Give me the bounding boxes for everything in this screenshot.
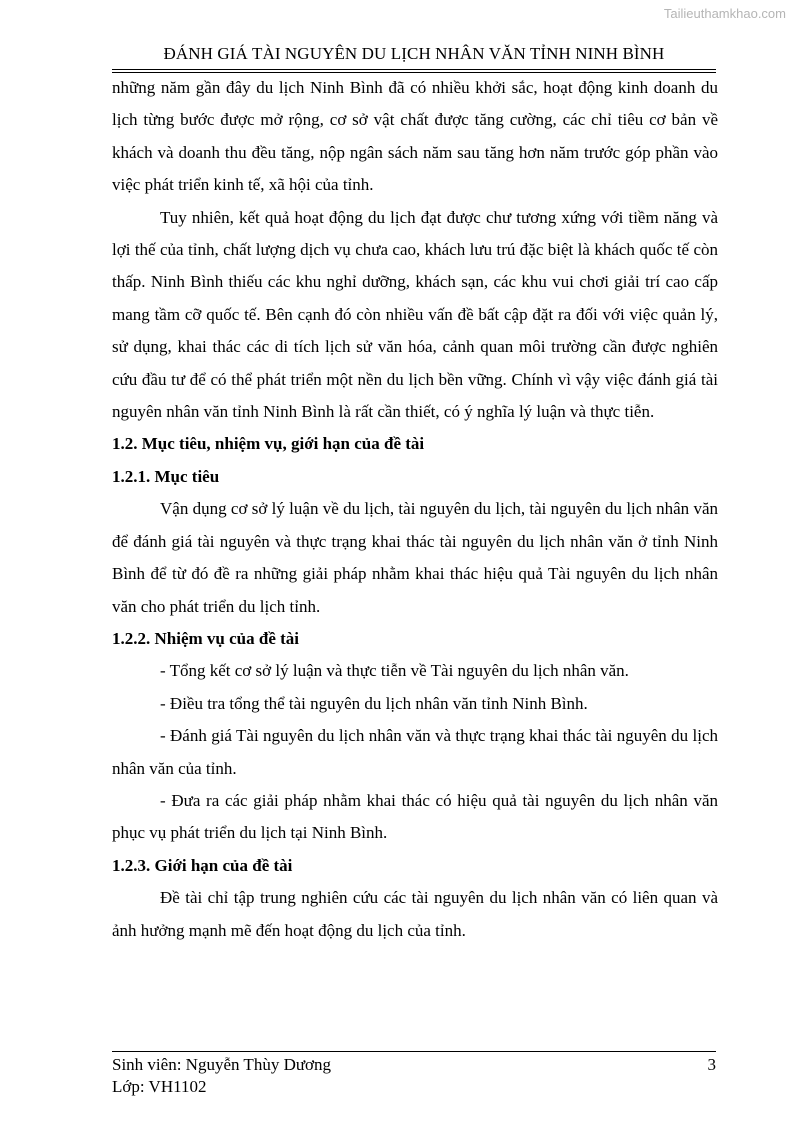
paragraph-objectives: Vận dụng cơ sở lý luận về du lịch, tài nguyên du lịch, tài nguyên du lịch nhân văn để đánh giá tài nguyên và thực trạng khai thác tài nguyên du lịch nhân văn ở tỉnh Ninh Bình để từ đó đề ra những giải pháp nhằm khai thác hiệu quả Tài nguyên du lịch nhân văn cho phát triển du lịch tỉnh.: [112, 499, 718, 616]
footer-class: Lớp: VH1102: [112, 1077, 207, 1096]
footer-divider: [112, 1051, 716, 1052]
paragraph-scope: Đề tài chỉ tập trung nghiên cứu các tài nguyên du lịch nhân văn có liên quan và ảnh hưởng mạnh mẽ đến hoạt động du lịch của tỉnh.: [112, 888, 718, 940]
paragraph-intro-continuation: những năm gần đây du lịch Ninh Bình đã có nhiều khởi sắc, hoạt động kinh doanh du lịch từng bước được mở rộng, cơ sở vật chất được tăng cường, các chỉ tiêu cơ bản về khách và doanh thu đều tăng, nộp ngân sách năm sau tăng hơn năm trước góp phần vào việc phát triển kinh tế, xã hội của tỉnh.: [112, 78, 718, 195]
task-item-4: - Đưa ra các giải pháp nhằm khai thác có hiệu quả tài nguyên du lịch nhân văn phục vụ phát triển du lịch tại Ninh Bình.: [112, 790, 718, 843]
task-item-3: - Đánh giá Tài nguyên du lịch nhân văn và thực trạng khai thác tài nguyên du lịch nhân văn của tỉnh.: [112, 726, 718, 778]
page-number: 3: [707, 1055, 716, 1074]
watermark-text: Tailieuthamkhao.com: [663, 6, 786, 21]
section-heading-1-2: 1.2. Mục tiêu, nhiệm vụ, giới hạn của đề tài: [112, 434, 425, 454]
task-item-2: - Điều tra tổng thể tài nguyên du lịch nhân văn tỉnh Ninh Bình.: [160, 693, 588, 713]
section-heading-1-2-2: 1.2.2. Nhiệm vụ của đề tài: [112, 628, 299, 648]
section-heading-1-2-1: 1.2.1. Mục tiêu: [112, 466, 220, 486]
page-header-title: ĐÁNH GIÁ TÀI NGUYÊN DU LỊCH NHÂN VĂN TỈNH NINH BÌNH: [163, 44, 665, 63]
task-item-1: - Tổng kết cơ sở lý luận và thực tiễn về Tài nguyên du lịch nhân văn.: [160, 661, 629, 681]
paragraph-limitations: Tuy nhiên, kết quả hoạt động du lịch đạt được chư tương xứng với tiềm năng và lợi thế của tỉnh, chất lượng dịch vụ chưa cao, khách lưu trú đặc biệt là khách quốc tế còn thấp. Ninh Bình thiếu các khu nghỉ dưỡng, khách sạn, các khu vui chơi giải trí cao cấp mang tầm cỡ quốc tế. Bên cạnh đó còn nhiều vấn đề bất cập đặt ra đối với việc quản lý, sử dụng, khai thác các di tích lịch sử văn hóa, cảnh quan môi trường cần được nghiên cứu đầu tư để có thể phát triển một nền du lịch bền vững. Chính vì vậy việc đánh giá tài nguyên nhân văn tỉnh Ninh Bình là rất cần thiết, có ý nghĩa lý luận và thực tiễn.: [112, 207, 718, 422]
section-heading-1-2-3: 1.2.3. Giới hạn của đề tài: [112, 855, 293, 875]
page-footer: [112, 1054, 716, 1098]
document-body: [112, 72, 718, 947]
footer-student-name: Sinh viên: Nguyễn Thùy Dương: [112, 1055, 332, 1074]
